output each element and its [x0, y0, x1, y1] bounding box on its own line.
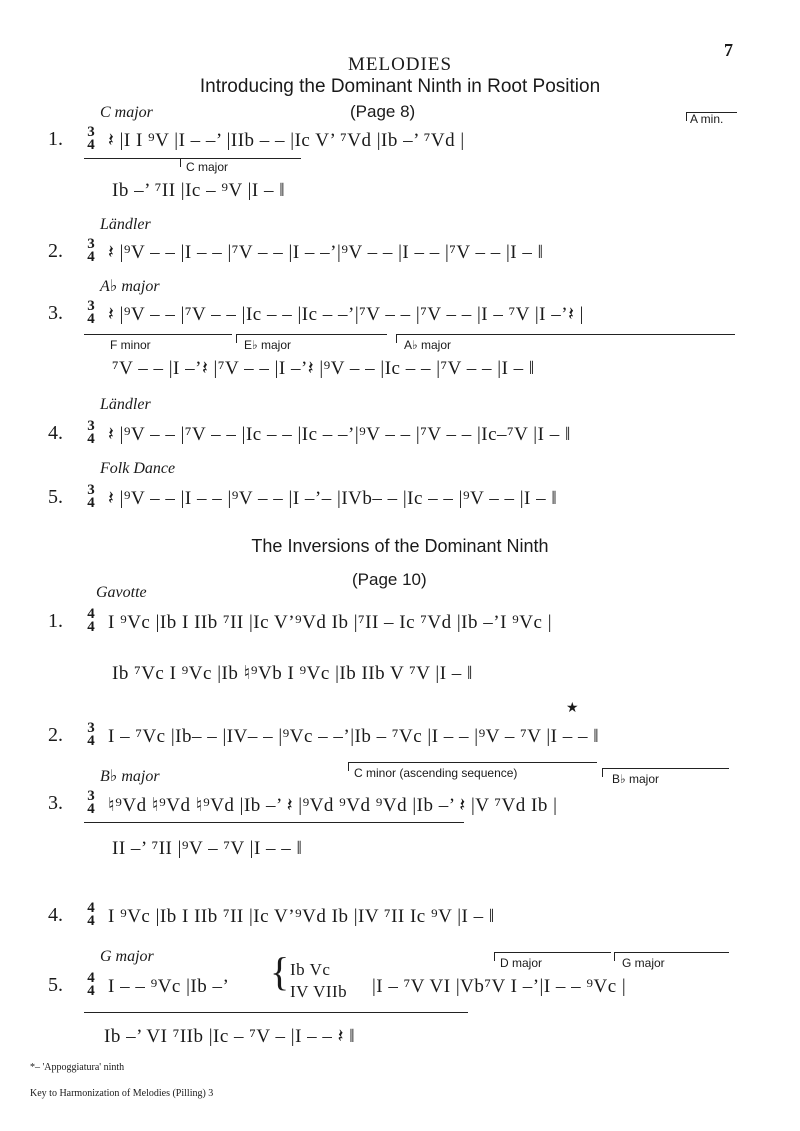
modulation-label: D major: [500, 956, 543, 970]
harmony-line: I ⁹Vc |Ib I IIb ⁷II |Ic V’⁹Vd Ib |⁷II – Ic ⁷Vd |Ib –’I ⁹Vc |: [108, 612, 552, 633]
harmony-line: |I – ⁷V VI |Vb⁷V I –’|I – – ⁹Vc |: [372, 976, 627, 997]
time-signature: 3 4: [87, 124, 95, 153]
modulation-label: A min.: [690, 112, 724, 126]
time-signature: 4 4: [87, 606, 95, 635]
harmony-line: 𝄽 |⁹V – – |I – – |⁹V – – |I –’– |IVb– – |Ic – – |⁹V – – |I – ‖: [108, 488, 558, 509]
melody-number: 3.: [48, 792, 63, 814]
melody-number: 5.: [48, 486, 63, 508]
melody-number: 2.: [48, 724, 63, 746]
key-label: Gavotte: [96, 584, 147, 601]
star-icon: ★: [566, 701, 579, 716]
modulation-label: C minor (ascending sequence): [354, 766, 518, 780]
harmony-line: 𝄽 |I I ⁹V |I – –’ |IIb – – |Ic V’ ⁷Vd |Ib –’ ⁷Vd |: [108, 130, 465, 151]
section-title: The Inversions of the Dominant Ninth: [251, 536, 549, 556]
page-reference: (Page 8): [350, 102, 416, 121]
time-signature: 3 4: [87, 418, 95, 447]
melody-number: 2.: [48, 240, 63, 262]
harmony-line: 𝄽 |⁹V – – |⁷V – – |Ic – – |Ic – –’|⁷V – – |⁷V – – |I – ⁷V |I –’𝄽 |: [108, 304, 584, 325]
key-label: Ländler: [100, 396, 151, 413]
melody-number: 5.: [48, 974, 63, 996]
time-signature: 3 4: [87, 720, 95, 749]
key-label: Folk Dance: [100, 460, 176, 477]
time-signature: 4 4: [87, 900, 95, 929]
modulation-label: C major: [186, 160, 229, 174]
key-label: B♭ major: [100, 768, 160, 785]
time-signature: 4 4: [87, 970, 95, 999]
key-label: Ländler: [100, 216, 151, 233]
modulation-label: A♭ major: [404, 338, 452, 352]
page-number: 7: [724, 40, 733, 60]
harmony-alternative: IV VIIb: [290, 982, 348, 1001]
harmony-alternative: Ib Vc: [290, 960, 331, 979]
key-label: G major: [100, 948, 154, 965]
harmony-line: ⁷V – – |I –’𝄽 |⁷V – – |I –’𝄽 |⁹V – – |Ic – – |⁷V – – |I – ‖: [112, 358, 535, 379]
melody-number: 4.: [48, 904, 63, 926]
harmony-line: II –’ ⁷II |⁹V – ⁷V |I – – ‖: [112, 838, 303, 859]
footnote: *– 'Appoggiatura' ninth: [30, 1062, 125, 1073]
section-subtitle: Introducing the Dominant Ninth in Root Position: [199, 76, 601, 97]
brace: {: [270, 949, 290, 994]
harmony-line: Ib –’ VI ⁷IIb |Ic – ⁷V – |I – – 𝄽 ‖: [104, 1026, 356, 1047]
page-reference: (Page 10): [352, 570, 427, 589]
harmony-line: 𝄽 |⁹V – – |I – – |⁷V – – |I – –’|⁹V – – |I – – |⁷V – – |I – ‖: [108, 242, 544, 263]
continuation-line: [84, 822, 464, 823]
time-signature: 3 4: [87, 482, 95, 511]
continuation-line: [84, 1012, 468, 1013]
harmony-line: I – – ⁹Vc |Ib –’: [108, 976, 230, 997]
key-label: C major: [100, 104, 153, 121]
page-footer: Key to Harmonization of Melodies (Pilling) 3: [30, 1088, 214, 1099]
time-signature: 3 4: [87, 236, 95, 265]
continuation-line: [84, 158, 180, 159]
key-label: A♭ major: [100, 278, 160, 295]
melody-number: 4.: [48, 422, 63, 444]
harmony-line: I – ⁷Vc |Ib– – |IV– – |⁹Vc – –’|Ib – ⁷Vc |I – – |⁹V – ⁷V |I – – ‖: [108, 726, 600, 747]
time-signature: 3 4: [87, 298, 95, 327]
melody-number: 1.: [48, 128, 63, 150]
harmony-line: ♮⁹Vd ♮⁹Vd ♮⁹Vd |Ib –’ 𝄽 |⁹Vd ⁹Vd ⁹Vd |Ib –’ 𝄽 |V ⁷Vd Ib |: [108, 795, 558, 816]
harmony-line: Ib ⁷Vc I ⁹Vc |Ib ♮⁹Vb I ⁹Vc |Ib IIb V ⁷V |I – ‖: [112, 663, 473, 684]
page-title: MELODIES: [347, 54, 453, 75]
harmony-line: I ⁹Vc |Ib I IIb ⁷II |Ic V’⁹Vd Ib |IV ⁷II Ic ⁹V |I – ‖: [108, 906, 495, 927]
continuation-line: [84, 334, 232, 335]
modulation-label: E♭ major: [244, 338, 292, 352]
modulation-label: F minor: [110, 338, 151, 352]
modulation-label: G major: [622, 956, 665, 970]
melody-number: 3.: [48, 302, 63, 324]
harmony-line: 𝄽 |⁹V – – |⁷V – – |Ic – – |Ic – –’|⁹V – – |⁷V – – |Ic–⁷V |I – ‖: [108, 424, 571, 445]
harmony-line: Ib –’ ⁷II |Ic – ⁹V |I – ‖: [112, 180, 286, 201]
time-signature: 3 4: [87, 788, 95, 817]
modulation-label: B♭ major: [612, 772, 660, 786]
melody-number: 1.: [48, 610, 63, 632]
